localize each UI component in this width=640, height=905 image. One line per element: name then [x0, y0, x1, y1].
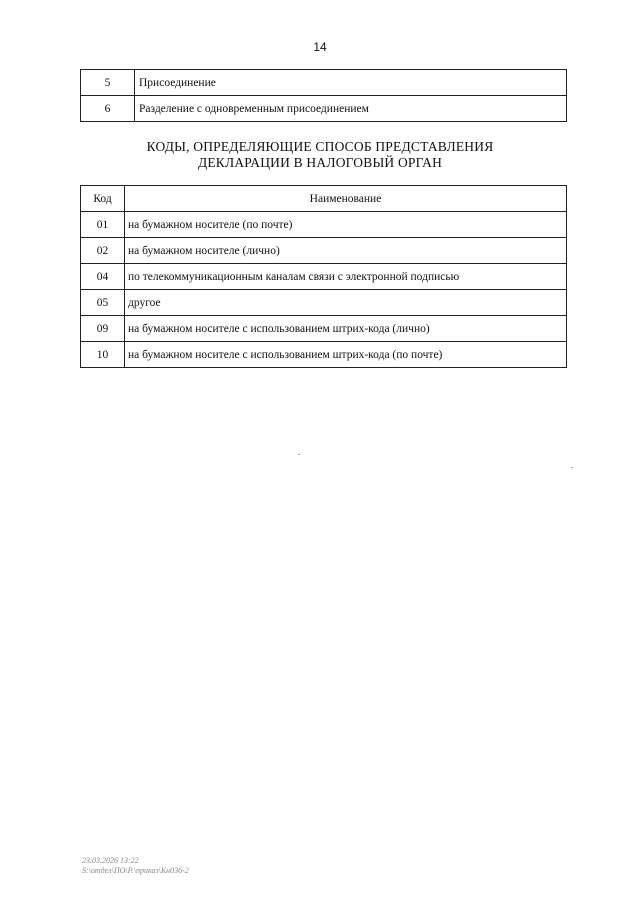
submission-method-codes-table: [80, 185, 567, 368]
name-cell: на бумажном носителе с использованием штрих-кода (по почте): [125, 342, 567, 368]
code-cell: 09: [81, 316, 125, 342]
name-cell: по телекоммуникационным каналам связи с электронной подписью: [125, 264, 567, 290]
section-heading-line-1: КОДЫ, ОПРЕДЕЛЯЮЩИЕ СПОСОБ ПРЕДСТАВЛЕНИЯ: [146, 139, 494, 154]
footer-timestamp: 23.03.2026 13:22: [82, 856, 139, 865]
code-cell: 01: [81, 212, 125, 238]
name-cell: на бумажном носителе с использованием штрих-кода (лично): [125, 316, 567, 342]
reorganization-codes-table-continuation: [80, 69, 567, 122]
scan-speck: [298, 454, 300, 455]
name-cell: на бумажном носителе (лично): [125, 238, 567, 264]
name-cell: на бумажном носителе (по почте): [125, 212, 567, 238]
page-number: 14: [313, 40, 327, 54]
name-cell: Присоединение: [135, 70, 567, 96]
scan-speck: [571, 467, 573, 468]
table-row: [81, 316, 567, 342]
document-footer: [82, 856, 189, 876]
table-row: [81, 96, 567, 122]
footer-file-path: S:\отдел\ПО\Р.\приказ\Кн036-2: [82, 866, 189, 875]
code-cell: 02: [81, 238, 125, 264]
table-row: [81, 264, 567, 290]
code-cell: 05: [81, 290, 125, 316]
code-cell: 6: [81, 96, 135, 122]
table-row: [81, 70, 567, 96]
code-cell: 04: [81, 264, 125, 290]
table-row: [81, 290, 567, 316]
name-cell: Разделение с одновременным присоединением: [135, 96, 567, 122]
table-row: [81, 212, 567, 238]
code-cell: 5: [81, 70, 135, 96]
code-cell: 10: [81, 342, 125, 368]
header-code: Код: [81, 186, 125, 212]
table-row: [81, 238, 567, 264]
header-name: Наименование: [125, 186, 567, 212]
section-heading: [0, 139, 640, 171]
name-cell: другое: [125, 290, 567, 316]
table-row: [81, 342, 567, 368]
section-heading-line-2: ДЕКЛАРАЦИИ В НАЛОГОВЫЙ ОРГАН: [197, 155, 443, 170]
table-header-row: [81, 186, 567, 212]
